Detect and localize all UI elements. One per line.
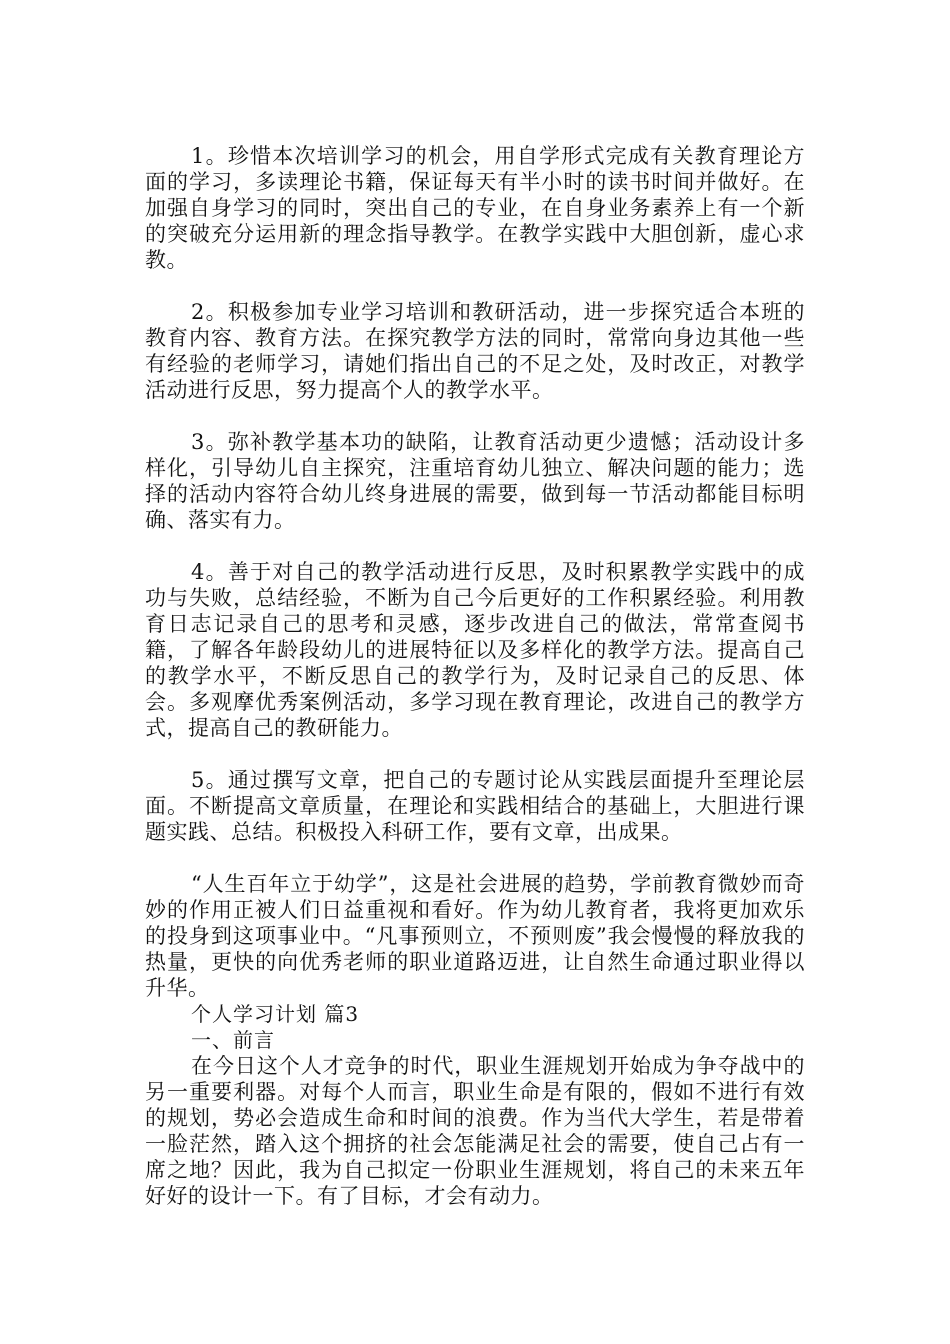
paragraph-6: “人生百年立于幼学”，这是社会进展的趋势，学前教育微妙而奇妙的作用正被人们日益重视和看好。作为幼儿教育者，我将更加欢乐的投身到这项事业中。“凡事预则立，不预则废”我会慢慢的释放我的热量，更快的向优秀老师的职业道路迈进，让自然生命通过职业得以升华。 (145, 872, 805, 1000)
paragraph-2: 2。积极参加专业学习培训和教研活动，进一步探究适合本班的教育内容、教育方法。在探究教学方法的同时，常常向身边其他一些有经验的老师学习，请她们指出自己的不足之处，及时改正，对教学活动进行反思，努力提高个人的教学水平。 (145, 300, 805, 402)
intro-paragraph: 在今日这个人才竞争的时代，职业生涯规划开始成为争夺战中的另一重要利器。对每个人而言，职业生命是有限的，假如不进行有效的规划，势必会造成生命和时间的浪费。作为当代大学生，若是带着一脸茫然，踏入这个拥挤的社会怎能满足社会的需要，使自己占有一席之地？因此，我为自己拟定一份职业生涯规划，将自己的未来五年好好的设计一下。有了目标，才会有动力。 (145, 1054, 805, 1208)
document-page (145, 143, 805, 1209)
paragraph-1: 1。珍惜本次培训学习的机会，用自学形式完成有关教育理论方面的学习，多读理论书籍，保证每天有半小时的读书时间并做好。在加强自身学习的同时，突出自己的专业，在自身业务素养上有一个新的突破充分运用新的理念指导教学。在教学实践中大胆创新，虚心求教。 (145, 144, 805, 272)
section-title: 个人学习计划 篇3 (191, 1002, 360, 1026)
paragraph-3: 3。弥补教学基本功的缺陷，让教育活动更少遗憾；活动设计多样化，引导幼儿自主探究，注重培育幼儿独立、解决问题的能力；选择的活动内容符合幼儿终身进展的需要，做到每一节活动都能目标明确、落实有力。 (145, 430, 805, 532)
paragraph-4: 4。善于对自己的教学活动进行反思，及时积累教学实践中的成功与失败，总结经验，不断为自己今后更好的工作积累经验。利用教育日志记录自己的思考和灵感，逐步改进自己的做法，常常查阅书籍，了解各年龄段幼儿的进展特征以及多样化的教学方法。提高自己的教学水平，不断反思自己的教学行为，及时记录自己的反思、体会。多观摩优秀案例活动，多学习现在教育理论，改进自己的教学方式，提高自己的教研能力。 (145, 560, 805, 740)
paragraph-5: 5。通过撰写文章，把自己的专题讨论从实践层面提升至理论层面。不断提高文章质量，在理论和实践相结合的基础上，大胆进行课题实践、总结。积极投入科研工作，要有文章，出成果。 (145, 768, 805, 844)
subsection-title: 一、前言 (191, 1028, 275, 1052)
